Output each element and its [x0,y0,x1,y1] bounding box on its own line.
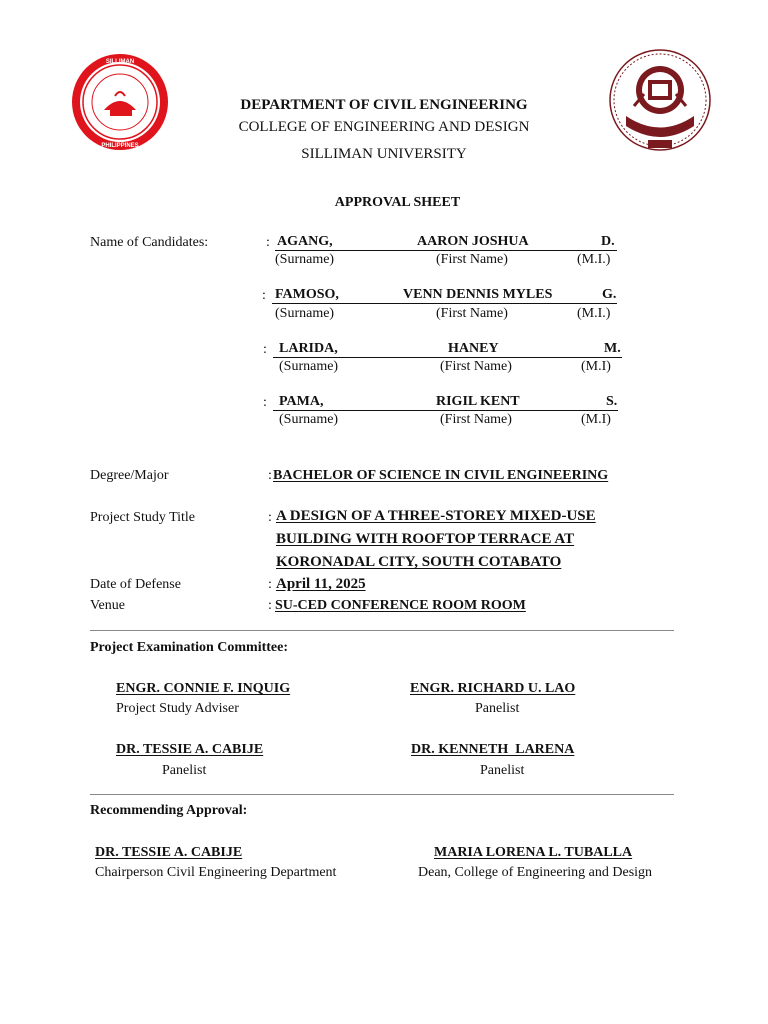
surname-label: (Surname) [279,412,339,427]
first-name-label: (First Name) [440,359,512,374]
colon: : [268,598,272,613]
recommending-heading: Recommending Approval: [90,803,248,818]
signer-name: MARIA LORENA L. TUBALLA [434,845,633,860]
candidate-surname: AGANG, [277,234,333,249]
candidates-label: Name of Candidates: [90,235,209,250]
colon: : [268,468,272,483]
committee-member-role: Panelist [475,701,520,716]
venue-label: Venue [90,598,125,613]
department-heading: DEPARTMENT OF CIVIL ENGINEERING [240,97,528,113]
svg-text:PHILIPPINES: PHILIPPINES [101,143,139,149]
candidate-first-name: AARON JOSHUA [417,234,529,249]
committee-member-name: ENGR. RICHARD U. LAO [410,681,576,696]
colon: : [263,342,267,357]
surname-label: (Surname) [275,252,335,267]
university-heading: SILLIMAN UNIVERSITY [301,146,467,162]
divider [90,630,674,631]
first-name-label: (First Name) [440,412,512,427]
candidate-surname: FAMOSO, [275,287,339,302]
candidate-mi: M. [604,341,621,356]
colon: : [268,510,272,525]
project-title-line-2: BUILDING WITH ROOFTOP TERRACE AT [276,531,575,547]
surname-label: (Surname) [279,359,339,374]
project-title-line-3: KORONADAL CITY, SOUTH COTABATO [276,554,562,570]
signer-role: Dean, College of Engineering and Design [418,865,653,880]
name-underline [273,357,622,358]
signer-name: DR. TESSIE A. CABIJE [95,845,243,860]
first-name-label: (First Name) [436,252,508,267]
page-title: APPROVAL SHEET [334,195,461,210]
degree-value: BACHELOR OF SCIENCE IN CIVIL ENGINEERING [273,468,609,483]
mi-label: (M.I.) [577,252,611,267]
candidate-mi: D. [601,234,615,249]
college-heading: COLLEGE OF ENGINEERING AND DESIGN [238,119,530,135]
signer-role: Chairperson Civil Engineering Department [95,865,337,880]
candidate-first-name: VENN DENNIS MYLES [403,287,553,302]
committee-member-name: DR. TESSIE A. CABIJE [116,742,264,757]
committee-member-role: Panelist [480,763,525,778]
candidate-mi: S. [606,394,618,409]
candidate-mi: G. [602,287,617,302]
defense-date-value: April 11, 2025 [276,576,366,592]
colon: : [263,395,267,410]
colon: : [262,288,266,303]
committee-heading: Project Examination Committee: [90,640,289,655]
venue-value: SU-CED CONFERENCE ROOM ROOM [275,598,526,613]
committee-member-name: DR. KENNETH LARENA [411,742,575,757]
surname-label: (Surname) [275,306,335,321]
candidate-first-name: RIGIL KENT [436,394,520,409]
name-underline [273,410,618,411]
degree-label: Degree/Major [90,468,169,483]
name-underline [272,303,617,304]
divider [90,794,674,795]
candidate-surname: PAMA, [279,394,324,409]
name-underline [275,250,617,251]
mi-label: (M.I) [581,412,611,427]
defense-date-label: Date of Defense [90,577,181,592]
mi-label: (M.I) [581,359,611,374]
committee-member-role: Panelist [162,763,207,778]
committee-member-role: Project Study Adviser [116,701,239,716]
mi-label: (M.I.) [577,306,611,321]
project-title-line-1: A DESIGN OF A THREE-STOREY MIXED-USE [276,508,596,524]
candidate-surname: LARIDA, [279,341,338,356]
svg-text:SILLIMAN: SILLIMAN [105,59,135,65]
committee-member-name: ENGR. CONNIE F. INQUIG [116,681,291,696]
project-title-label: Project Study Title [90,510,196,525]
candidate-first-name: HANEY [448,341,499,356]
colon: : [268,577,272,592]
colon: : [266,235,270,250]
first-name-label: (First Name) [436,306,508,321]
